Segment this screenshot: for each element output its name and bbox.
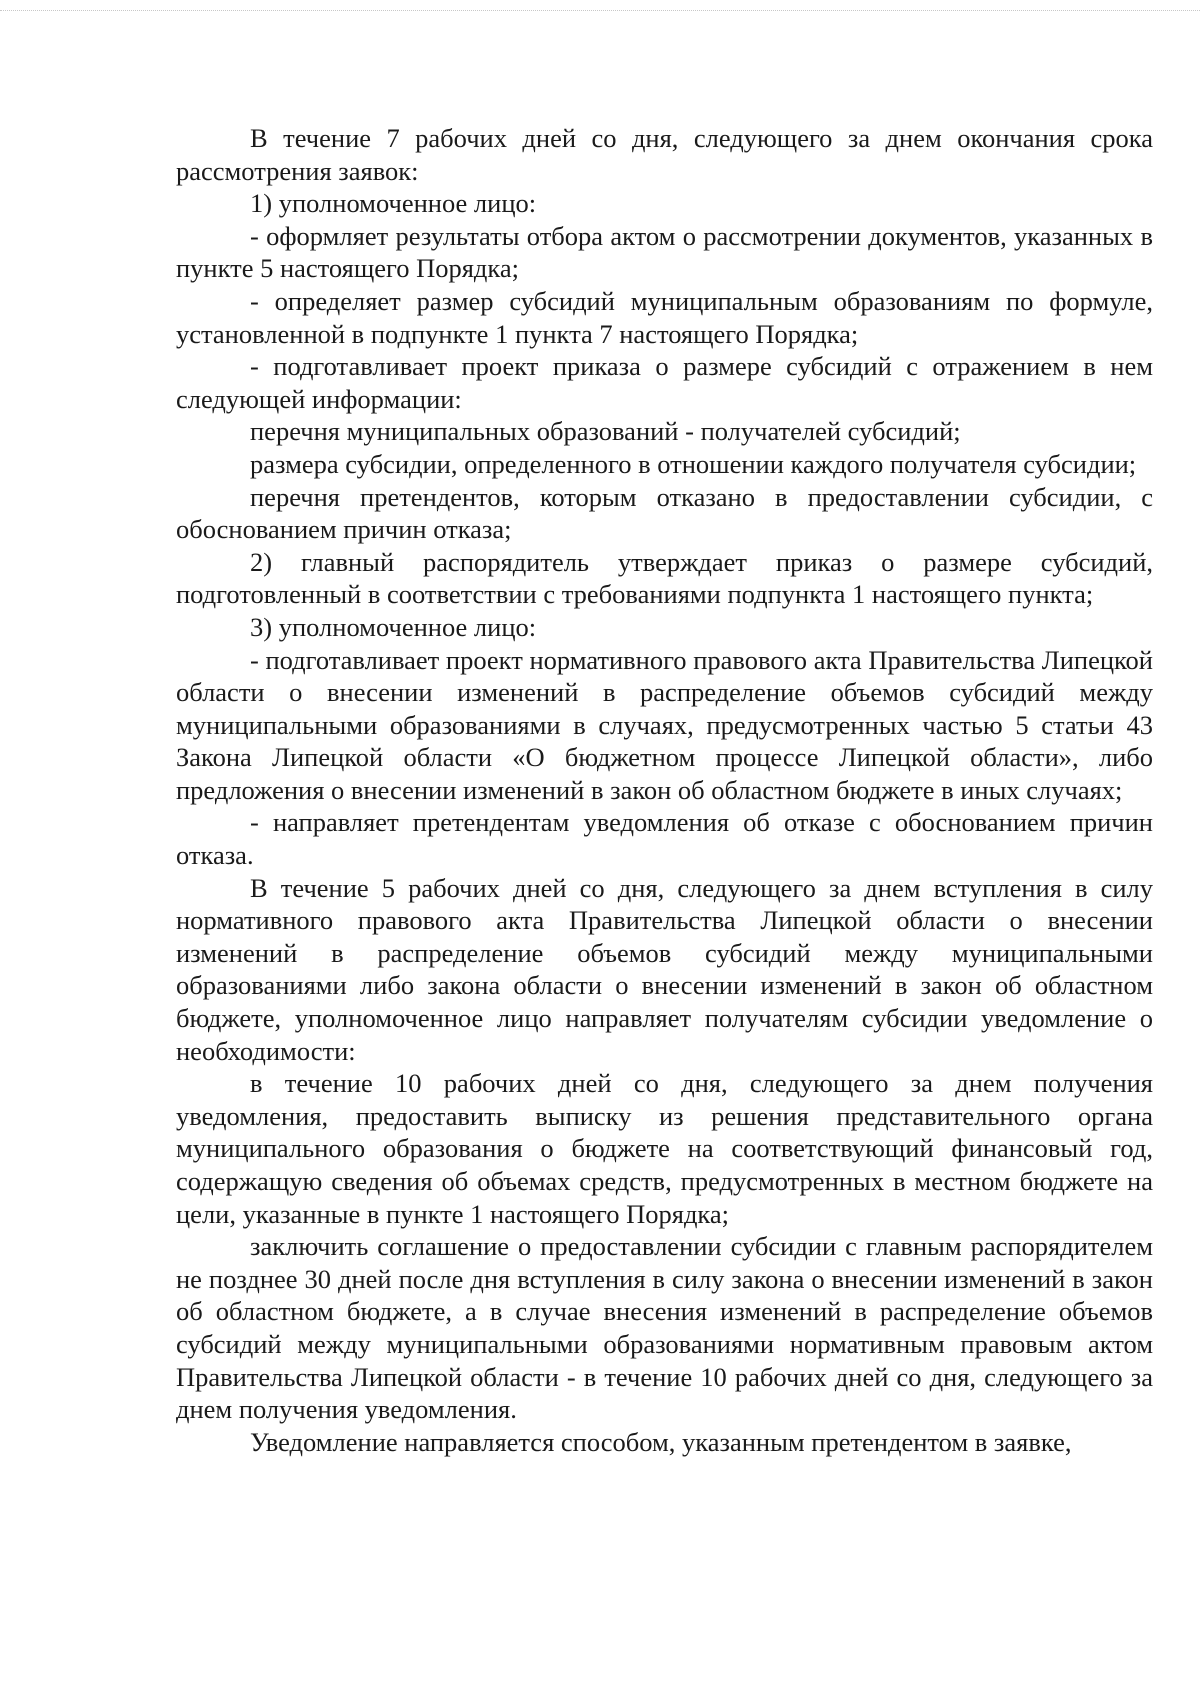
document-page bbox=[176, 122, 1153, 1458]
paragraph-dash-amount: - определяет размер субсидий муниципальным образованиям по формуле, установленной в подпункте 1 пункта 7 настоящего Порядка; bbox=[176, 285, 1153, 349]
paragraph-intro: В течение 7 рабочих дней со дня, следующего за днем окончания срока рассмотрения заявок: bbox=[176, 123, 1153, 186]
paragraph-list-recipients: перечня муниципальных образований - получателей субсидий; bbox=[250, 416, 961, 447]
paragraph-item-2: 2) главный распорядитель утверждает приказ о размере субсидий, подготовленный в соответствии с требованиями подпункта 1 настоящего пункта; bbox=[176, 546, 1153, 610]
paragraph-ten-days: в течение 10 рабочих дней со дня, следующего за днем получения уведомления, предоставить выписку из решения представительного органа муниципального образования о бюджете на соответствующий финансовый год, содержащую сведения об объемах средств, предусмотренных в местном бюджете на цели, указанные в пункте 1 настоящего Порядка; bbox=[176, 1068, 1153, 1229]
paragraph-item-1: 1) уполномоченное лицо: bbox=[250, 188, 537, 219]
paragraph-list-refused: перечня претендентов, которым отказано в предоставлении субсидии, с обоснованием причин отказа; bbox=[176, 481, 1153, 545]
paragraph-dash-order: - подготавливает проект приказа о размере субсидий с отражением в нем следующей информации: bbox=[176, 351, 1153, 414]
paragraph-list-size: размера субсидии, определенного в отношении каждого получателя субсидии; bbox=[250, 448, 1137, 479]
paragraph-dash-results: - оформляет результаты отбора актом о рассмотрении документов, указанных в пункте 5 настоящего Порядка; bbox=[176, 220, 1153, 284]
paragraph-item-3: 3) уполномоченное лицо: bbox=[250, 611, 537, 642]
paragraph-dash-draft-act: - подготавливает проект нормативного правового акта Правительства Липецкой области о внесении изменений в распределение объемов субсидий между муниципальными образованиями в случаях, предусмотренных частью 5 статьи 43 Закона Липецкой области «О бюджетном процессе Липецкой области», либо предложения о внесении изменений в закон об областном бюджете в иных случаях; bbox=[176, 644, 1153, 805]
paragraph-five-days: В течение 5 рабочих дней со дня, следующего за днем вступления в силу нормативного правового акта Правительства Липецкой области о внесении изменений в распределение объемов субсидий между муниципальными образованиями либо закона области о внесении изменений в закон об областном бюджете, уполномоченное лицо направляет получателям субсидии уведомление о необходимости: bbox=[176, 872, 1153, 1066]
paragraph-notification-method: Уведомление направляется способом, указанным претендентом в заявке, bbox=[250, 1426, 1072, 1457]
scan-edge-line bbox=[0, 10, 1200, 11]
paragraph-dash-notice: - направляет претендентам уведомления об отказе с обоснованием причин отказа. bbox=[176, 807, 1153, 871]
paragraph-agreement: заключить соглашение о предоставлении субсидии с главным распорядителем не позднее 30 дней после дня вступления в силу закона о внесении изменений в закон об областном бюджете, а в случае внесения изменений в распределение объемов субсидий между муниципальными образованиями нормативным правовым актом Правительства Липецкой области - в течение 10 рабочих дней со дня, следующего за днем получения уведомления. bbox=[176, 1231, 1153, 1425]
